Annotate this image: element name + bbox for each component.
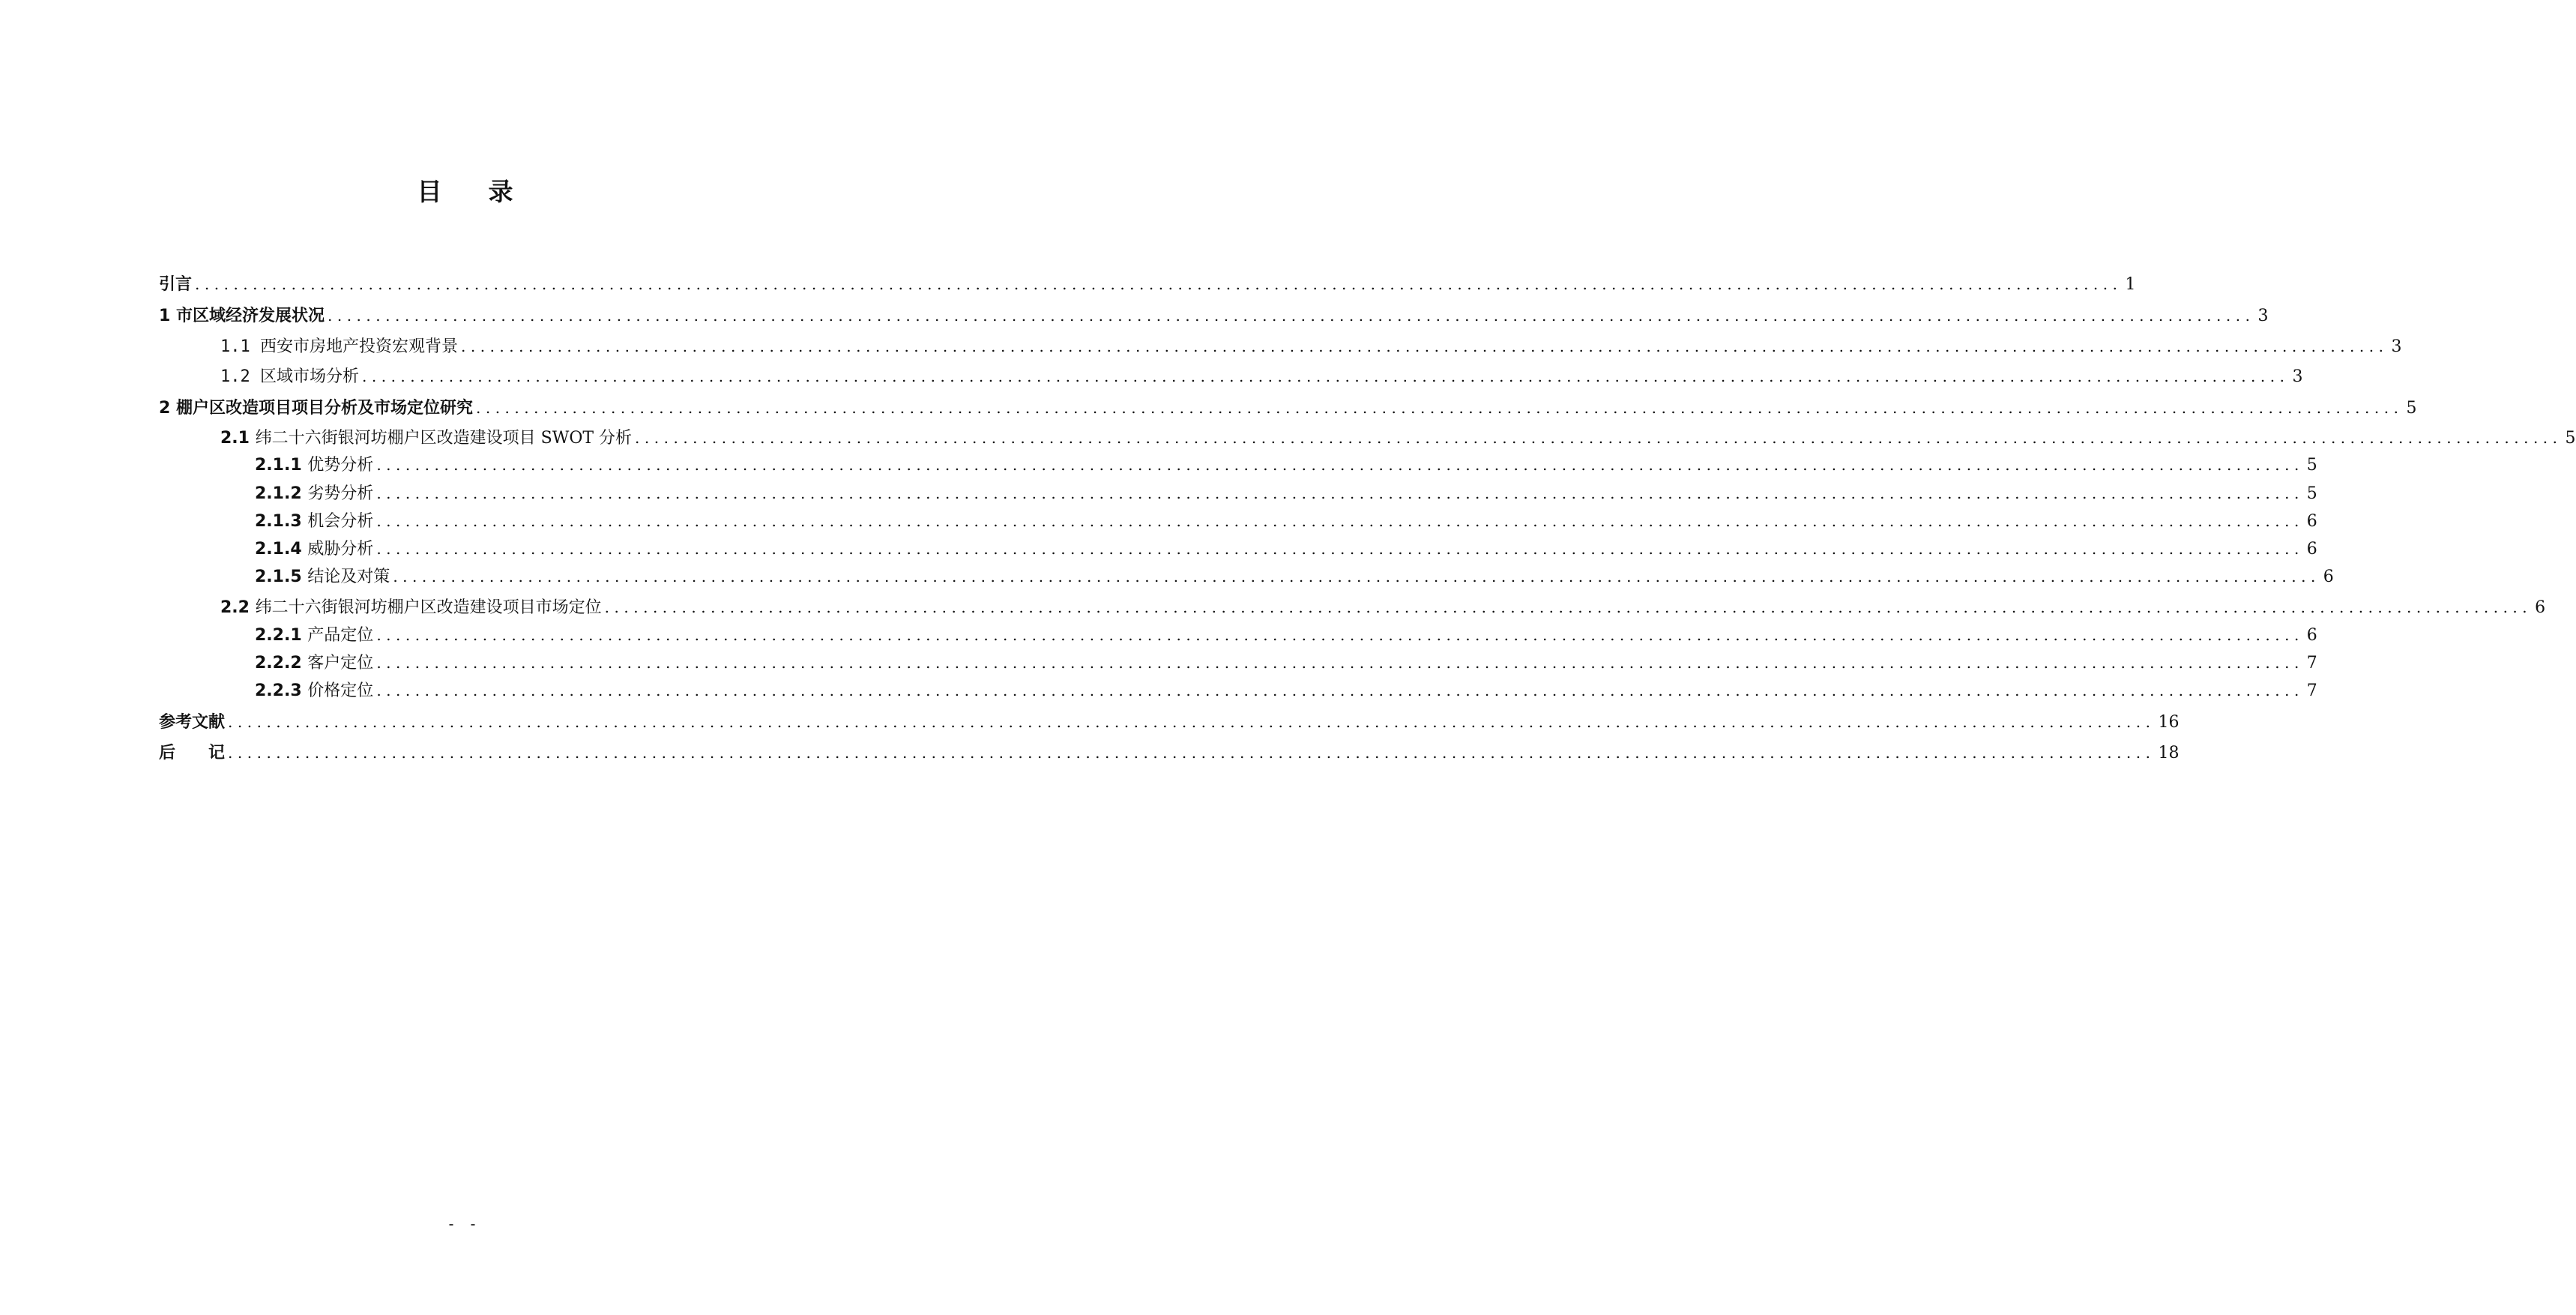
toc-entry-page: 6 (2306, 512, 2317, 531)
toc-entry[interactable] (159, 303, 2269, 328)
toc-entry-label (159, 395, 473, 418)
toc-entry-page: 7 (2306, 654, 2317, 672)
toc-entry-number: 2.2 (220, 598, 256, 617)
toc-entry[interactable] (255, 481, 2317, 506)
toc-leader-dots: ........................................................................................................................................................................................................ (635, 429, 2563, 447)
toc-entry-text: 参考文献 (159, 713, 226, 732)
toc-entry-page: 6 (2306, 540, 2317, 559)
toc-leader-dots: ........................................................................................................................................................................................................ (376, 626, 2304, 644)
toc-entry-text: 优势分析 (307, 456, 374, 475)
toc-entry-text: 客户定位 (307, 654, 374, 672)
toc-entry[interactable] (255, 564, 2334, 589)
toc-entry-text: 纬二十六街银河坊棚户区改造建设项目市场定位 (255, 598, 602, 617)
toc-entry-label (255, 564, 390, 587)
toc-entry-label (220, 425, 632, 448)
toc-leader-dots: ........................................................................................................................................................................................................ (195, 275, 2123, 293)
toc-leader-dots: ........................................................................................................................................................................................................ (362, 367, 2290, 385)
toc-entry-page: 6 (2323, 568, 2334, 586)
toc-entry-text: 产品定位 (307, 626, 374, 645)
toc-leader-dots: ........................................................................................................................................................................................................ (475, 399, 2404, 417)
toc-leader-dots: ........................................................................................................................................................................................................ (376, 512, 2304, 530)
toc-entry-page: 5 (2565, 429, 2576, 448)
toc-entry-number: 2.1 (220, 429, 256, 448)
toc-entry-text: 结论及对策 (307, 568, 390, 586)
toc-entry-page: 5 (2406, 399, 2417, 418)
toc-entry-page: 3 (2391, 337, 2402, 356)
toc-leader-dots: ........................................................................................................................................................................................................ (604, 598, 2533, 616)
toc-leader-dots: ........................................................................................................................................................................................................ (376, 681, 2304, 699)
toc-entry-number: 2.1.4 (255, 540, 308, 559)
toc-entry-page: 5 (2306, 456, 2317, 475)
toc-leader-dots: ........................................................................................................................................................................................................ (376, 540, 2304, 558)
toc-entry-number: 1.1 (220, 337, 260, 356)
toc-leader-dots: ........................................................................................................................................................................................................ (376, 484, 2304, 502)
toc-entry-number: 2.1.2 (255, 484, 308, 503)
toc-entry[interactable] (220, 364, 2303, 389)
toc-entry[interactable] (159, 709, 2180, 735)
toc-entry-number: 1 (159, 307, 176, 325)
toc-entry[interactable] (220, 425, 2576, 451)
toc-entry-label (255, 452, 373, 475)
toc-entry-page: 16 (2158, 713, 2180, 732)
toc-entry-label (220, 334, 458, 357)
toc-entry-label (220, 595, 602, 618)
toc-entry-number: 2.1.3 (255, 512, 308, 531)
toc-entry-page: 7 (2306, 681, 2317, 700)
toc-entry-text: 区域市场分析 (259, 367, 359, 386)
toc-entry-number: 2.2.1 (255, 626, 308, 645)
toc-entry[interactable] (255, 536, 2317, 562)
toc-leader-dots: ........................................................................................................................................................................................................ (228, 744, 2156, 762)
toc-entry-label (220, 364, 359, 387)
toc-entry-label (159, 271, 192, 295)
toc-entry-label (255, 622, 373, 646)
toc-entry-number: 2.2.2 (255, 654, 308, 672)
toc-entry[interactable] (220, 595, 2546, 620)
toc-entry[interactable] (159, 740, 2180, 765)
toc-leader-dots: ........................................................................................................................................................................................................ (376, 654, 2304, 672)
toc-title: 目录 (417, 177, 560, 206)
toc-entry-label (159, 740, 225, 763)
toc-entry-text: 劣势分析 (307, 484, 374, 503)
toc-entry-text: 机会分析 (307, 512, 374, 531)
toc-entry[interactable] (255, 678, 2317, 703)
toc-entry-label (255, 536, 373, 559)
toc-entry-text: 后 记 (159, 744, 226, 762)
toc-entry-label (255, 650, 373, 673)
toc-entry-number: 2.1.5 (255, 568, 308, 586)
toc-entry-text: 纬二十六街银河坊棚户区改造建设项目 SWOT 分析 (255, 429, 633, 448)
toc-entry-text: 西安市房地产投资宏观背景 (259, 337, 458, 356)
toc-entry[interactable] (255, 650, 2317, 675)
toc-entry-number: 1.2 (220, 367, 260, 386)
toc-entry-text: 棚户区改造项目项目分析及市场定位研究 (175, 399, 473, 418)
toc-leader-dots: ........................................................................................................................................................................................................ (393, 568, 2320, 586)
toc-leader-dots: ........................................................................................................................................................................................................ (228, 713, 2156, 731)
toc-leader-dots: ........................................................................................................................................................................................................ (376, 456, 2304, 474)
toc-entry-page: 3 (2292, 367, 2303, 386)
toc-entry-number: 2.2.3 (255, 681, 308, 700)
toc-entry-page: 6 (2535, 598, 2546, 617)
toc-entry-number: 2 (159, 399, 176, 418)
toc-entry[interactable] (159, 271, 2136, 297)
toc-entry-label (159, 303, 325, 326)
toc-entry-text: 市区域经济发展状况 (175, 307, 325, 325)
toc-entry-label (255, 678, 373, 701)
toc-entry-label (255, 508, 373, 532)
toc-leader-dots: ........................................................................................................................................................................................................ (461, 337, 2389, 355)
toc-entry-page: 5 (2306, 484, 2317, 503)
toc-entry[interactable] (255, 508, 2317, 534)
toc-entry-text: 威胁分析 (307, 540, 374, 559)
page-footer: - - (448, 1215, 482, 1233)
toc-entry-page: 3 (2257, 307, 2269, 325)
toc-entry-page: 18 (2158, 744, 2180, 762)
toc-entry[interactable] (255, 452, 2317, 478)
toc-entry[interactable] (220, 334, 2402, 359)
toc-leader-dots: ........................................................................................................................................................................................................ (327, 307, 2255, 325)
toc-entry-label (255, 481, 373, 504)
toc-entry-text: 价格定位 (307, 681, 374, 700)
toc-entry[interactable] (159, 395, 2417, 421)
toc-entry-text: 引言 (159, 275, 193, 294)
toc-entry[interactable] (255, 622, 2317, 648)
toc-entry-label (159, 709, 225, 732)
toc-entry-number: 2.1.1 (255, 456, 308, 475)
toc-entry-page: 6 (2306, 626, 2317, 645)
toc-entry-page: 1 (2125, 275, 2136, 294)
